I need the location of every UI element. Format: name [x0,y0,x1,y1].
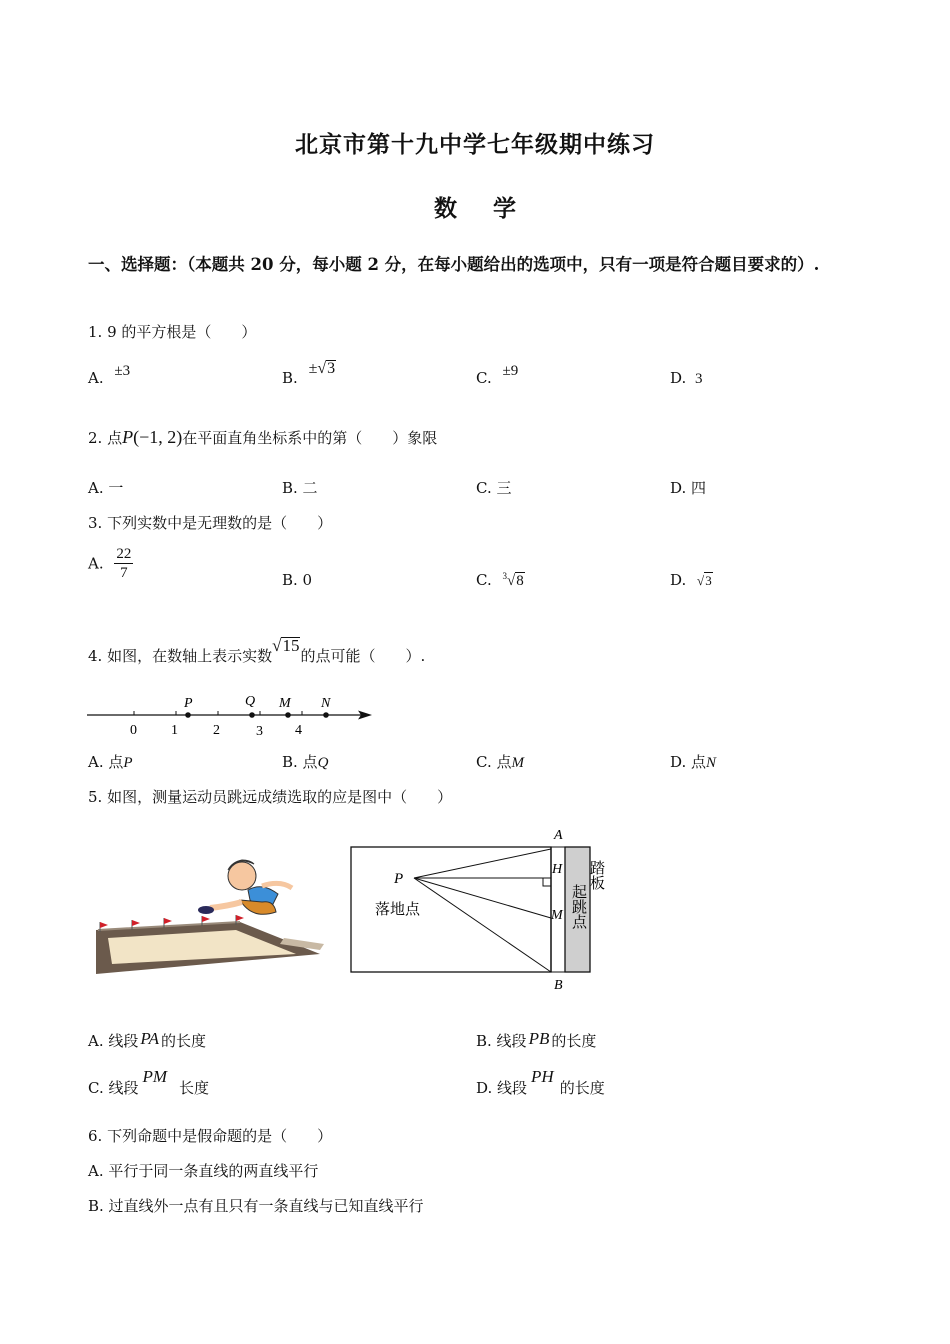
q1-d-value: 3 [695,371,703,387]
q4-sqrt: √15 [272,636,300,655]
q4-a-var: P [123,755,133,771]
q5-b-suffix: 的长度 [551,1032,597,1050]
q5-b-label: B. 线段 [476,1032,527,1050]
q4-a-label: A. 点 [88,753,124,771]
q3-c-label: C. [476,571,492,589]
q4-d-label: D. 点 [670,753,707,771]
number-line-figure [84,688,374,740]
segment-pm [414,878,551,918]
q5-option-a [88,1030,206,1051]
segment-pa [414,849,551,878]
point-p-label: P [184,696,193,711]
flag-2 [132,920,140,926]
right-angle-mark [543,878,551,886]
q3-a-numerator: 22 [116,546,132,562]
point-q-label: Q [245,694,256,709]
section-heading: 一、选择题：（本题共 20 分，每小题 2 分，在每小题给出的选项中，只有一项是符合题目要求的）. [88,255,820,274]
q3-a-label: A. [88,554,104,573]
label-board: 踏板 [588,860,604,890]
label-landing-point: 落地点 [375,902,421,918]
page-title: 北京市第十九中学七年级期中练习 [295,131,655,158]
q5-d-var: PH [531,1067,554,1086]
q4-option-c [476,751,524,772]
point-n-label: N [321,696,331,711]
jumper-head [228,862,256,890]
jumper-legs [210,902,242,908]
q3-d-radicand: 3 [705,573,712,588]
q4-option-d [670,751,716,772]
q5-option-d [476,1067,605,1098]
question-4-stem [88,635,426,665]
q2-suffix: 在平面直角坐标系中的第（ ）象限 [182,429,438,447]
q1-option-b [282,360,336,388]
q2-option-d: D. 四 [670,479,707,497]
q5-c-suffix: 长度 [179,1079,210,1097]
question-1-stem: 1. 9 的平方根是（ ） [88,323,257,341]
q3-option-d [670,571,713,589]
label-m: M [551,908,563,923]
q2-coords: (−1, 2) [133,427,183,447]
q1-b-label: B. [282,369,298,387]
question-5-stem: 5. 如图，测量运动员跳远成绩选取的应是图中（ ） [88,788,453,806]
q1-c-label: C. [476,369,492,387]
q5-c-var: PM [142,1067,168,1086]
q5-option-c [88,1067,210,1098]
q2-option-c: C. 三 [476,479,512,497]
q5-a-suffix: 的长度 [160,1032,206,1050]
q5-a-label: A. 线段 [88,1032,139,1050]
flag-1 [100,922,108,928]
flag-5 [236,915,244,921]
jumper-figure [198,860,292,914]
question-3-stem: 3. 下列实数中是无理数的是（ ） [88,514,333,532]
q1-b-value: ±√3 [308,360,336,377]
q1-a-label: A. [88,369,104,387]
flag-3 [164,918,172,924]
label-a: A [554,828,563,843]
q3-c-index: 3 [502,571,507,581]
label-takeoff-point: 起跳点 [570,884,586,929]
q3-option-b: B. 0 [282,571,313,589]
q4-b-var: Q [317,755,329,771]
q6-option-a: A. 平行于同一条直线的两直线平行 [88,1162,319,1180]
flag-4 [202,916,210,922]
jump-measure-diagram [348,822,622,998]
q5-a-var: PA [140,1029,159,1048]
question-6-stem: 6. 下列命题中是假命题的是（ ） [88,1127,333,1145]
point-n-dot [323,712,329,718]
q4-prefix: 4. 如图，在数轴上表示实数 [88,647,273,665]
q2-option-a: A. 一 [88,479,124,497]
q6-option-b: B. 过直线外一点有且只有一条直线与已知直线平行 [88,1197,424,1215]
segment-pb [414,878,551,972]
q3-option-a [88,545,133,582]
q3-d-label: D. [670,571,687,589]
question-2-stem [88,427,437,448]
q4-c-label: C. 点 [476,753,512,771]
q3-a-fraction [114,545,133,582]
axis-label-4: 4 [295,723,302,738]
q5-d-label: D. 线段 [476,1079,528,1097]
q1-b-radicand: 3 [327,360,336,377]
q4-b-label: B. 点 [282,753,318,771]
q5-c-label: C. 线段 [88,1079,139,1097]
q4-option-a [88,751,133,772]
q4-radicand: 15 [282,636,300,655]
point-p-dot [185,712,191,718]
point-m-label: M [279,696,291,711]
axis-label-2: 2 [213,723,220,738]
point-m-dot [285,712,291,718]
q4-suffix: 的点可能（ ）. [300,647,426,665]
q1-option-a [88,363,131,388]
q5-option-b [476,1030,596,1051]
point-q-dot [249,712,255,718]
axis-label-0: 0 [130,723,137,738]
q3-c-value: $^3$√8 [502,571,524,589]
q1-b-sign: ± [308,360,318,377]
q5-d-suffix: 的长度 [559,1079,605,1097]
q1-c-value: ±9 [502,363,519,379]
q2-option-b: B. 二 [282,479,318,497]
axis-label-3: 3 [256,724,263,739]
q3-c-radicand: 8 [516,573,524,589]
label-b: B [554,978,563,993]
label-p: P [394,871,404,887]
q1-option-c [476,363,519,388]
q3-option-c [476,571,525,590]
q1-a-value: ±3 [114,363,131,379]
q5-b-var: PB [528,1029,550,1048]
q1-d-label: D. [670,369,687,387]
q2-prefix: 2. 点 [88,429,123,447]
axis-label-1: 1 [171,723,178,738]
subject-title: 数 学 [433,195,516,222]
q3-d-value: √3 [697,573,712,588]
label-h: H [552,862,563,877]
q3-a-denominator: 7 [120,565,128,581]
q1-option-d [670,369,703,388]
long-jump-illustration [92,852,332,978]
q4-c-var: M [511,755,524,771]
q4-d-var: N [706,755,717,771]
jumper-shoes [198,906,214,914]
q2-point: P [122,427,134,447]
jumper-arm [262,883,292,888]
q4-option-b [282,751,328,772]
